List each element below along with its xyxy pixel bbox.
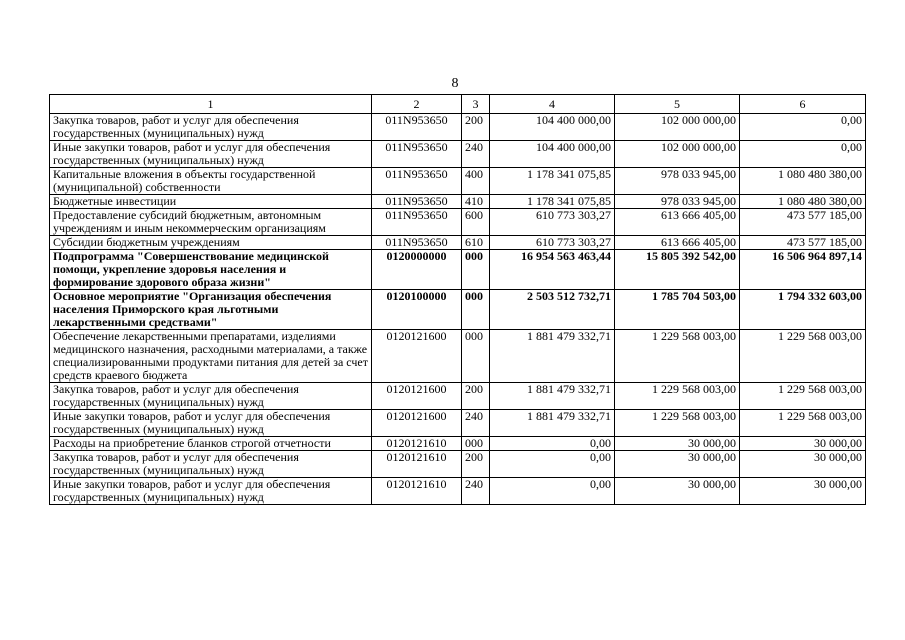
header-cell: 2 (372, 95, 462, 114)
row-name: Обеспечение лекарственными препаратами, изделиями медицинского назначения, расходными материалами, а также специализированными продуктами питания для детей за счет средств краевого бюджета (50, 330, 372, 383)
header-cell: 1 (50, 95, 372, 114)
row-name: Расходы на приобретение бланков строгой отчетности (50, 437, 372, 451)
row-code: 0120000000 (372, 250, 462, 290)
row-amount-col6: 473 577 185,00 (740, 209, 866, 236)
row-code: 0120121600 (372, 410, 462, 437)
row-amount-col4: 0,00 (490, 451, 615, 478)
row-amount-col4: 0,00 (490, 437, 615, 451)
header-cell: 6 (740, 95, 866, 114)
row-expense-type: 000 (462, 290, 490, 330)
row-amount-col6: 0,00 (740, 141, 866, 168)
row-code: 0120121610 (372, 437, 462, 451)
row-amount-col6: 1 229 568 003,00 (740, 383, 866, 410)
table-row (50, 250, 866, 290)
row-name: Субсидии бюджетным учреждениям (50, 236, 372, 250)
budget-table (49, 94, 866, 505)
table-body (50, 114, 866, 505)
table-row (50, 236, 866, 250)
row-code: 011N953650 (372, 236, 462, 250)
row-expense-type: 200 (462, 383, 490, 410)
row-expense-type: 200 (462, 451, 490, 478)
row-name: Закупка товаров, работ и услуг для обеспечения государственных (муниципальных) нужд (50, 383, 372, 410)
table-row (50, 168, 866, 195)
row-amount-col4: 1 881 479 332,71 (490, 410, 615, 437)
row-name: Закупка товаров, работ и услуг для обеспечения государственных (муниципальных) нужд (50, 114, 372, 141)
header-cell: 5 (615, 95, 740, 114)
page-number: 8 (451, 76, 459, 91)
row-code: 011N953650 (372, 114, 462, 141)
row-amount-col6: 30 000,00 (740, 478, 866, 505)
row-amount-col5: 30 000,00 (615, 478, 740, 505)
table-row (50, 290, 866, 330)
row-amount-col5: 1 785 704 503,00 (615, 290, 740, 330)
row-amount-col6: 473 577 185,00 (740, 236, 866, 250)
row-amount-col4: 1 881 479 332,71 (490, 330, 615, 383)
row-amount-col5: 1 229 568 003,00 (615, 410, 740, 437)
row-amount-col6: 1 229 568 003,00 (740, 410, 866, 437)
table-row (50, 410, 866, 437)
row-code: 0120121600 (372, 330, 462, 383)
row-expense-type: 240 (462, 478, 490, 505)
row-amount-col6: 1 080 480 380,00 (740, 168, 866, 195)
row-expense-type: 240 (462, 141, 490, 168)
row-amount-col5: 613 666 405,00 (615, 236, 740, 250)
row-code: 0120121610 (372, 451, 462, 478)
row-expense-type: 000 (462, 250, 490, 290)
row-amount-col5: 613 666 405,00 (615, 209, 740, 236)
row-amount-col4: 1 178 341 075,85 (490, 168, 615, 195)
table-row (50, 209, 866, 236)
row-amount-col5: 30 000,00 (615, 437, 740, 451)
row-amount-col5: 102 000 000,00 (615, 114, 740, 141)
row-expense-type: 200 (462, 114, 490, 141)
row-name: Подпрограмма "Совершенствование медицинской помощи, укрепление здоровья населения и формирование здорового образа жизни" (50, 250, 372, 290)
table-row (50, 141, 866, 168)
row-name: Иные закупки товаров, работ и услуг для обеспечения государственных (муниципальных) нужд (50, 141, 372, 168)
row-amount-col5: 102 000 000,00 (615, 141, 740, 168)
row-name: Капитальные вложения в объекты государственной (муниципальной) собственности (50, 168, 372, 195)
row-code: 0120121600 (372, 383, 462, 410)
row-code: 011N953650 (372, 141, 462, 168)
row-expense-type: 610 (462, 236, 490, 250)
row-amount-col4: 104 400 000,00 (490, 141, 615, 168)
row-amount-col6: 1 229 568 003,00 (740, 330, 866, 383)
row-amount-col4: 1 178 341 075,85 (490, 195, 615, 209)
row-amount-col5: 1 229 568 003,00 (615, 330, 740, 383)
row-name: Иные закупки товаров, работ и услуг для обеспечения государственных (муниципальных) нужд (50, 410, 372, 437)
table-row (50, 437, 866, 451)
row-amount-col5: 978 033 945,00 (615, 168, 740, 195)
row-amount-col6: 30 000,00 (740, 451, 866, 478)
row-expense-type: 240 (462, 410, 490, 437)
row-amount-col4: 0,00 (490, 478, 615, 505)
row-amount-col4: 16 954 563 463,44 (490, 250, 615, 290)
row-name: Иные закупки товаров, работ и услуг для обеспечения государственных (муниципальных) нужд (50, 478, 372, 505)
row-amount-col5: 1 229 568 003,00 (615, 383, 740, 410)
header-row (50, 95, 866, 114)
row-code: 011N953650 (372, 209, 462, 236)
row-expense-type: 400 (462, 168, 490, 195)
row-amount-col6: 1 080 480 380,00 (740, 195, 866, 209)
row-expense-type: 410 (462, 195, 490, 209)
row-amount-col4: 2 503 512 732,71 (490, 290, 615, 330)
table-row (50, 478, 866, 505)
row-code: 011N953650 (372, 195, 462, 209)
row-expense-type: 000 (462, 330, 490, 383)
row-amount-col6: 16 506 964 897,14 (740, 250, 866, 290)
row-name: Основное мероприятие "Организация обеспечения населения Приморского края льготными лекарственными средствами" (50, 290, 372, 330)
row-amount-col4: 104 400 000,00 (490, 114, 615, 141)
row-amount-col6: 30 000,00 (740, 437, 866, 451)
row-amount-col5: 978 033 945,00 (615, 195, 740, 209)
row-name: Закупка товаров, работ и услуг для обеспечения государственных (муниципальных) нужд (50, 451, 372, 478)
row-name: Бюджетные инвестиции (50, 195, 372, 209)
row-amount-col4: 1 881 479 332,71 (490, 383, 615, 410)
row-expense-type: 600 (462, 209, 490, 236)
table-row (50, 195, 866, 209)
table-row (50, 383, 866, 410)
table-row (50, 114, 866, 141)
row-amount-col6: 0,00 (740, 114, 866, 141)
row-code: 011N953650 (372, 168, 462, 195)
row-amount-col4: 610 773 303,27 (490, 236, 615, 250)
table-row (50, 451, 866, 478)
row-amount-col5: 30 000,00 (615, 451, 740, 478)
row-amount-col6: 1 794 332 603,00 (740, 290, 866, 330)
row-code: 0120121610 (372, 478, 462, 505)
table-row (50, 330, 866, 383)
row-code: 0120100000 (372, 290, 462, 330)
header-cell: 4 (490, 95, 615, 114)
row-amount-col4: 610 773 303,27 (490, 209, 615, 236)
row-amount-col5: 15 805 392 542,00 (615, 250, 740, 290)
row-name: Предоставление субсидий бюджетным, автономным учреждениям и иным некоммерческим организациям (50, 209, 372, 236)
row-expense-type: 000 (462, 437, 490, 451)
header-cell: 3 (462, 95, 490, 114)
